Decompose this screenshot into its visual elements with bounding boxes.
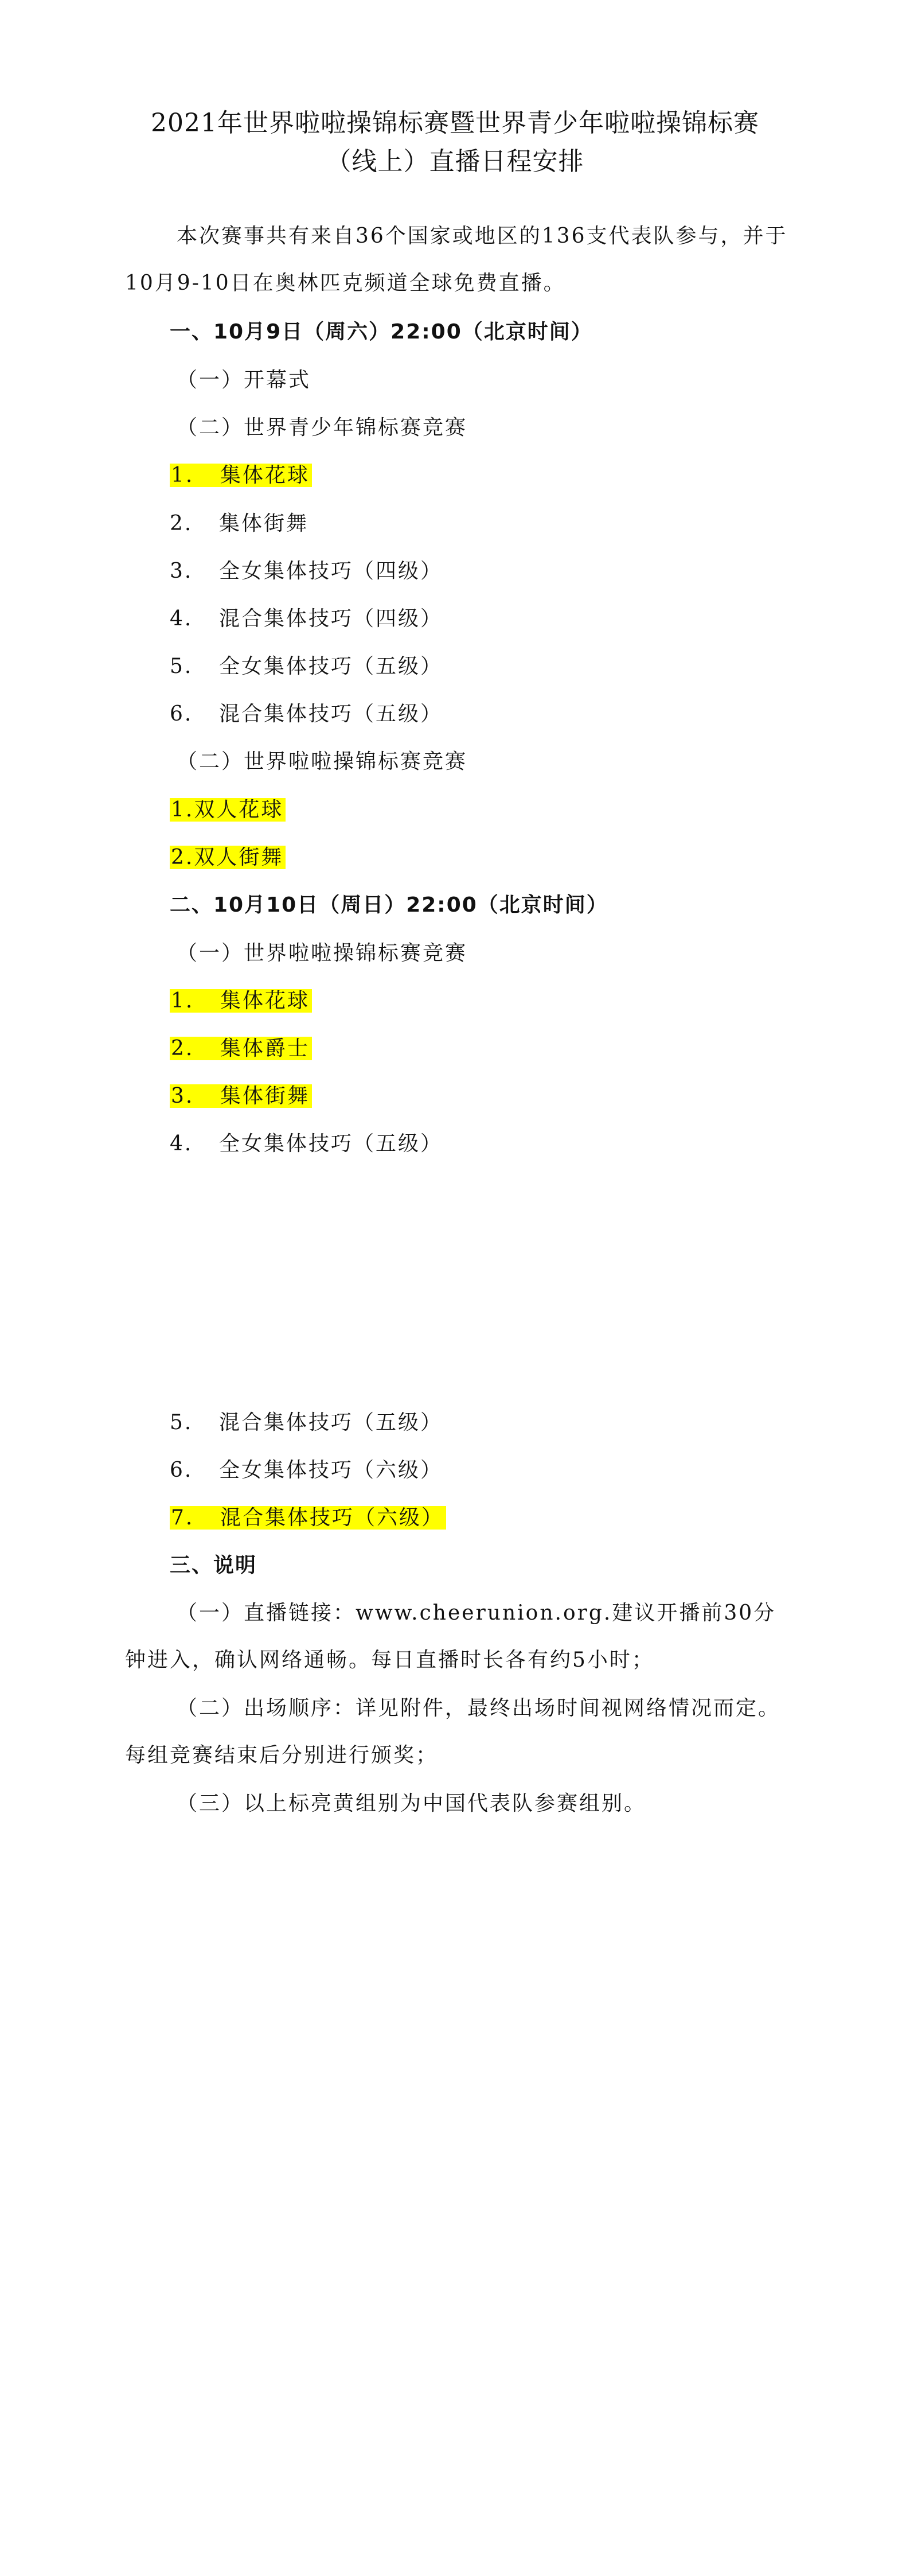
intro-paragraph: 本次赛事共有来自36个国家或地区的136支代表队参与，并于10月9-10日在奥林匹克频道全球免费直播。 — [125, 224, 788, 295]
day2-item-2 — [170, 1031, 312, 1067]
day1-world-item-1 — [170, 792, 286, 828]
day1-youth-item-2: 2. 集体街舞 — [170, 512, 309, 535]
day1-youth-item-4: 4. 混合集体技巧（四级） — [170, 607, 443, 631]
highlight-marker: 2.双人街舞 — [170, 846, 286, 869]
day2-item-4: 4. 全女集体技巧（五级） — [170, 1132, 443, 1155]
notes-heading: 三、说明 — [170, 1554, 257, 1577]
day2-item-5: 5. 混合集体技巧（五级） — [170, 1411, 443, 1434]
day1-youth-item-3: 3. 全女集体技巧（四级） — [170, 559, 443, 583]
day2-item-6: 6. 全女集体技巧（六级） — [170, 1458, 443, 1482]
highlight-marker: 7. 混合集体技巧（六级） — [170, 1506, 446, 1530]
document-title-line1: 2021年世界啦啦操锦标赛暨世界青少年啦啦操锦标赛 — [151, 108, 759, 138]
day1-youth-item-5: 5. 全女集体技巧（五级） — [170, 655, 443, 678]
highlight-marker: 3. 集体街舞 — [170, 1084, 312, 1108]
note-3: （三）以上标亮黄组别为中国代表队参赛组别。 — [177, 1792, 647, 1815]
note-2: （二）出场顺序：详见附件，最终出场时间视网络情况而定。每组竞赛结束后分别进行颁奖； — [125, 1696, 781, 1767]
note-1: （一）直播链接：www.cheerunion.org.建议开播前30分钟进入，确认网络通畅。每日直播时长各有约5小时； — [125, 1601, 776, 1672]
day2-item-7 — [170, 1500, 446, 1536]
highlight-marker: 1. 集体花球 — [170, 464, 312, 487]
day1-world-title: （二）世界啦啦操锦标赛竞赛 — [177, 750, 468, 773]
day2-world-title: （一）世界啦啦操锦标赛竞赛 — [177, 941, 468, 965]
highlight-marker: 1. 集体花球 — [170, 989, 312, 1013]
day1-world-item-2 — [170, 840, 286, 875]
day2-heading: 二、10月10日（周日）22:00（北京时间） — [170, 893, 608, 917]
day2-item-3 — [170, 1079, 312, 1114]
highlight-marker: 2. 集体爵士 — [170, 1037, 312, 1060]
document-title-line2: （线上）直播日程安排 — [326, 147, 584, 176]
day1-heading: 一、10月9日（周六）22:00（北京时间） — [170, 320, 593, 344]
day1-youth-item-1 — [170, 458, 312, 493]
day1-opening: （一）开幕式 — [177, 368, 311, 392]
day2-item-1 — [170, 983, 312, 1019]
highlight-marker: 1.双人花球 — [170, 798, 286, 822]
day1-youth-item-6: 6. 混合集体技巧（五级） — [170, 702, 443, 726]
day1-youth-title: （二）世界青少年锦标赛竞赛 — [177, 416, 468, 439]
